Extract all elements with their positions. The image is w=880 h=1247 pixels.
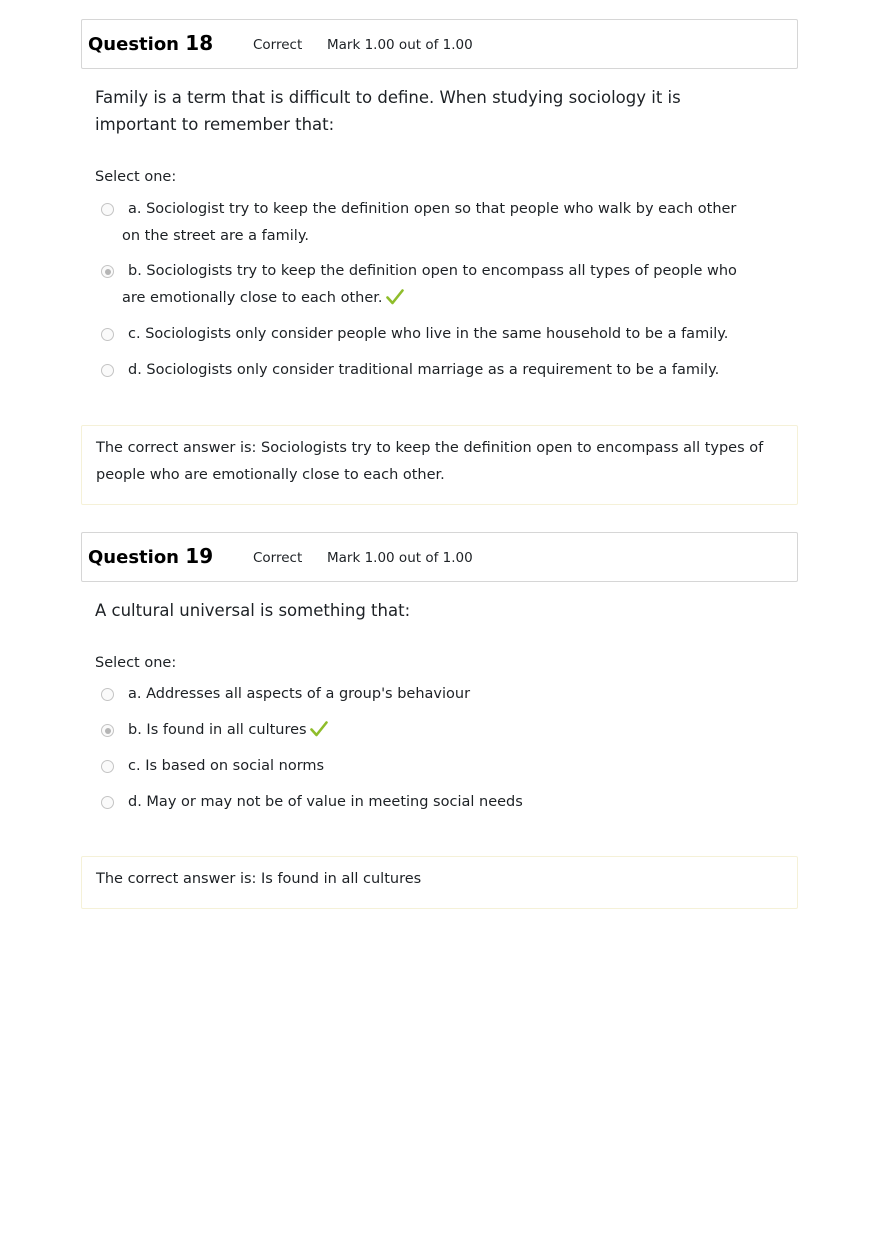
answer-option-c[interactable] <box>101 321 751 348</box>
select-one-label: Select one: <box>95 169 177 185</box>
select-one-label: Select one: <box>95 655 177 671</box>
radio-button[interactable] <box>101 328 114 341</box>
radio-button[interactable] <box>101 203 114 216</box>
question-label: Question <box>88 34 179 55</box>
answer-option-d[interactable] <box>101 789 751 816</box>
radio-button[interactable] <box>101 364 114 377</box>
answer-text: c. Is based on social norms <box>128 758 325 774</box>
question-grade: Mark 1.00 out of 1.00 <box>327 37 473 53</box>
radio-button-selected[interactable] <box>101 265 114 278</box>
feedback-box: The correct answer is: Sociologists try to keep the definition open to encompass all types of people who are emotionally close to each other. <box>81 425 798 505</box>
answer-text: b. Sociologists try to keep the definition open to encompass all types of people who are emotionally close to each other. <box>122 263 737 306</box>
check-icon <box>310 721 328 737</box>
radio-button[interactable] <box>101 688 114 701</box>
answer-text: c. Sociologists only consider people who live in the same household to be a family. <box>128 326 729 342</box>
question-header <box>81 532 798 582</box>
radio-button[interactable] <box>101 760 114 773</box>
answer-text-wrapper <box>122 717 751 744</box>
question-number: 19 <box>185 544 214 568</box>
answer-text-wrapper <box>122 258 751 312</box>
radio-button-selected[interactable] <box>101 724 114 737</box>
question-state: Correct <box>253 37 303 53</box>
answer-option-c[interactable] <box>101 753 751 780</box>
answer-text: b. Is found in all cultures <box>128 722 307 738</box>
answer-text: a. Sociologist try to keep the definition open so that people who walk by each other on the street are a family. <box>122 201 737 244</box>
check-icon <box>386 289 404 305</box>
question-title <box>88 31 213 55</box>
radio-button[interactable] <box>101 796 114 809</box>
question-text: A cultural universal is something that: <box>95 601 411 620</box>
answer-option-b[interactable] <box>101 258 751 312</box>
question-number: 18 <box>185 31 214 55</box>
question-title <box>88 544 213 568</box>
question-label: Question <box>88 547 179 568</box>
feedback-box: The correct answer is: Is found in all cultures <box>81 856 798 909</box>
question-grade: Mark 1.00 out of 1.00 <box>327 550 473 566</box>
answer-option-b[interactable] <box>101 717 751 744</box>
answer-option-d[interactable] <box>101 357 751 384</box>
answer-option-a[interactable] <box>101 196 751 250</box>
answer-text: a. Addresses all aspects of a group's behaviour <box>128 686 471 702</box>
question-state: Correct <box>253 550 303 566</box>
question-text: Family is a term that is difficult to define. When studying sociology it is important to remember that: <box>95 88 681 134</box>
answer-option-a[interactable] <box>101 681 751 708</box>
question-header <box>81 19 798 69</box>
answer-text: d. May or may not be of value in meeting social needs <box>128 794 523 810</box>
answer-text: d. Sociologists only consider traditional marriage as a requirement to be a family. <box>128 362 720 378</box>
